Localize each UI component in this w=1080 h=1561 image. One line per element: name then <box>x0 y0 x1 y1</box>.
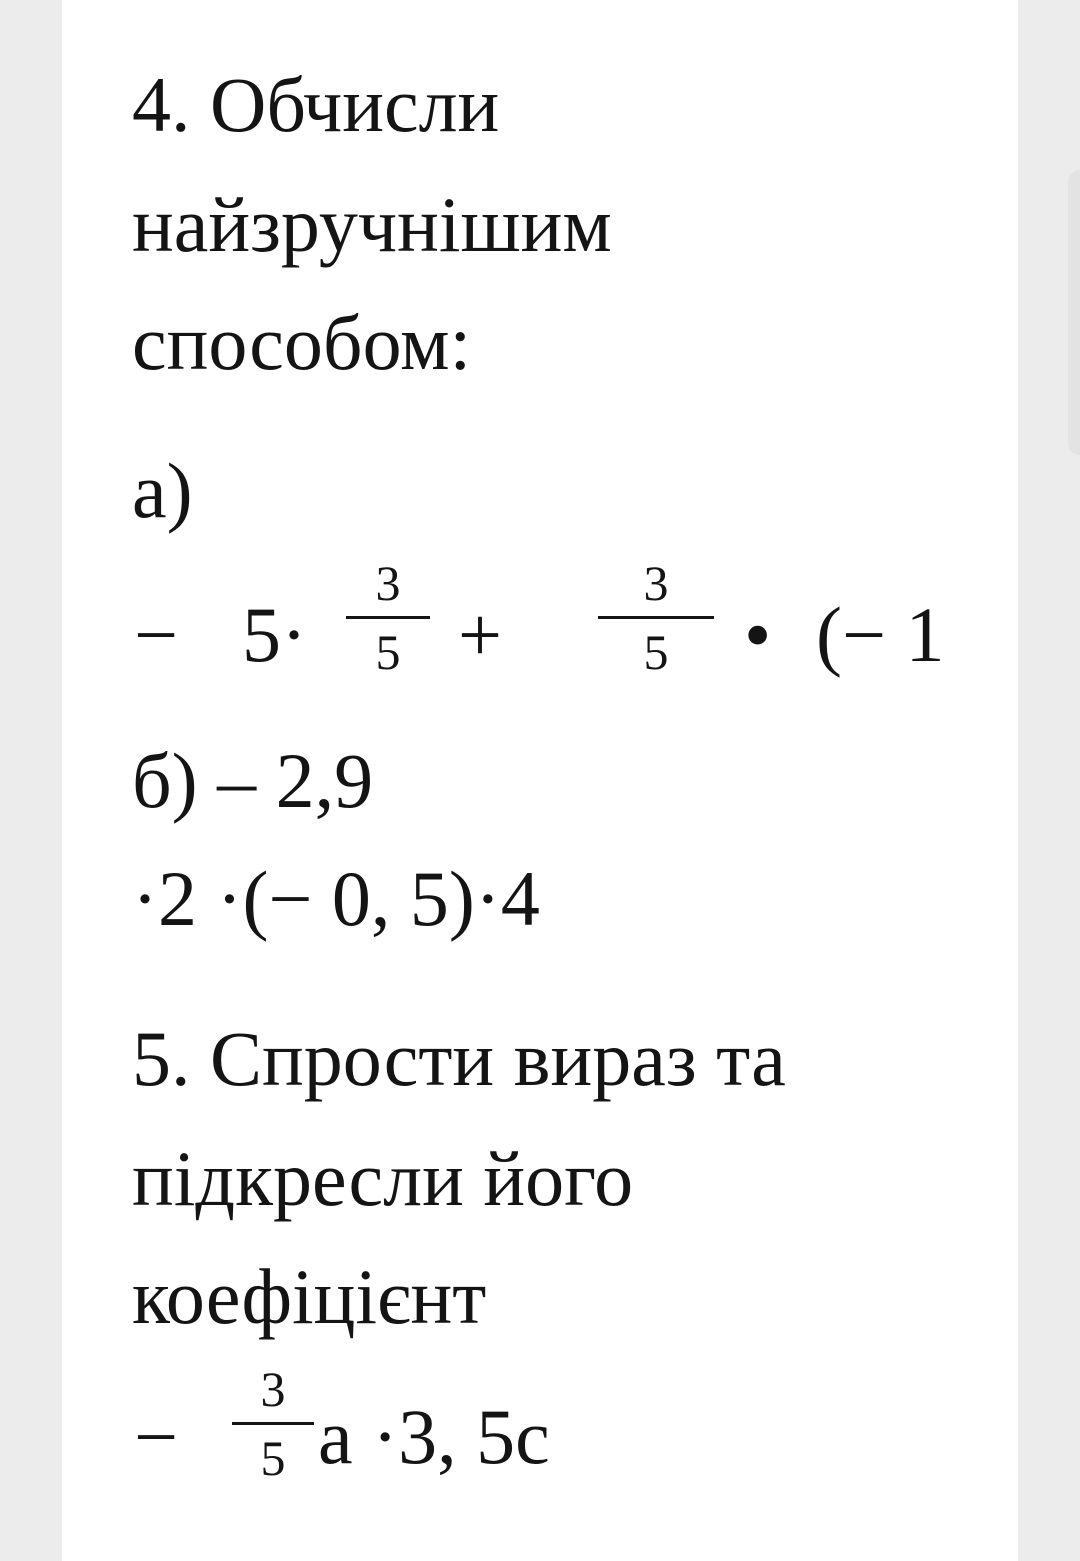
fraction-3-5-second <box>598 555 714 680</box>
task4-title-line2: найзручнішим <box>132 181 612 268</box>
fraction-bar <box>346 616 430 619</box>
fraction-bar <box>598 616 714 619</box>
plus-sign: + <box>458 591 502 678</box>
variable-expression: a ·3, 5c <box>318 1393 550 1480</box>
task4-a-label: а) <box>132 447 193 534</box>
task4-title-line1: 4. Обчисли <box>132 61 500 148</box>
document-page <box>62 0 1018 1561</box>
task4-title-line3: способом: <box>132 299 472 386</box>
side-scroll-tab[interactable] <box>1068 170 1080 455</box>
fraction-denominator: 5 <box>260 1430 286 1486</box>
task5-title-line1: 5. Спрости вираз та <box>132 1015 786 1102</box>
fraction-denominator: 5 <box>375 624 401 680</box>
fraction-numerator: 3 <box>375 555 401 611</box>
bullet-multiply: • <box>744 591 772 678</box>
fraction-numerator: 3 <box>643 555 669 611</box>
minus-sign: − <box>134 591 178 678</box>
fraction-bar <box>232 1422 314 1425</box>
fraction-denominator: 5 <box>643 624 669 680</box>
fraction-3-5 <box>232 1361 314 1486</box>
task5-title-line2: підкресли його <box>132 1135 634 1222</box>
minus-sign: − <box>134 1393 178 1480</box>
fraction-3-5-first <box>346 555 430 680</box>
five-times: 5· <box>242 591 307 678</box>
task4-b-line2: ·2 ·(− 0, 5)·4 <box>132 855 540 942</box>
task4-b-line1: б) – 2,9 <box>132 737 374 824</box>
paren-minus-one: (− 1 <box>816 591 945 678</box>
fraction-numerator: 3 <box>260 1361 286 1417</box>
task5-title-line3: коефіцієнт <box>132 1253 487 1340</box>
